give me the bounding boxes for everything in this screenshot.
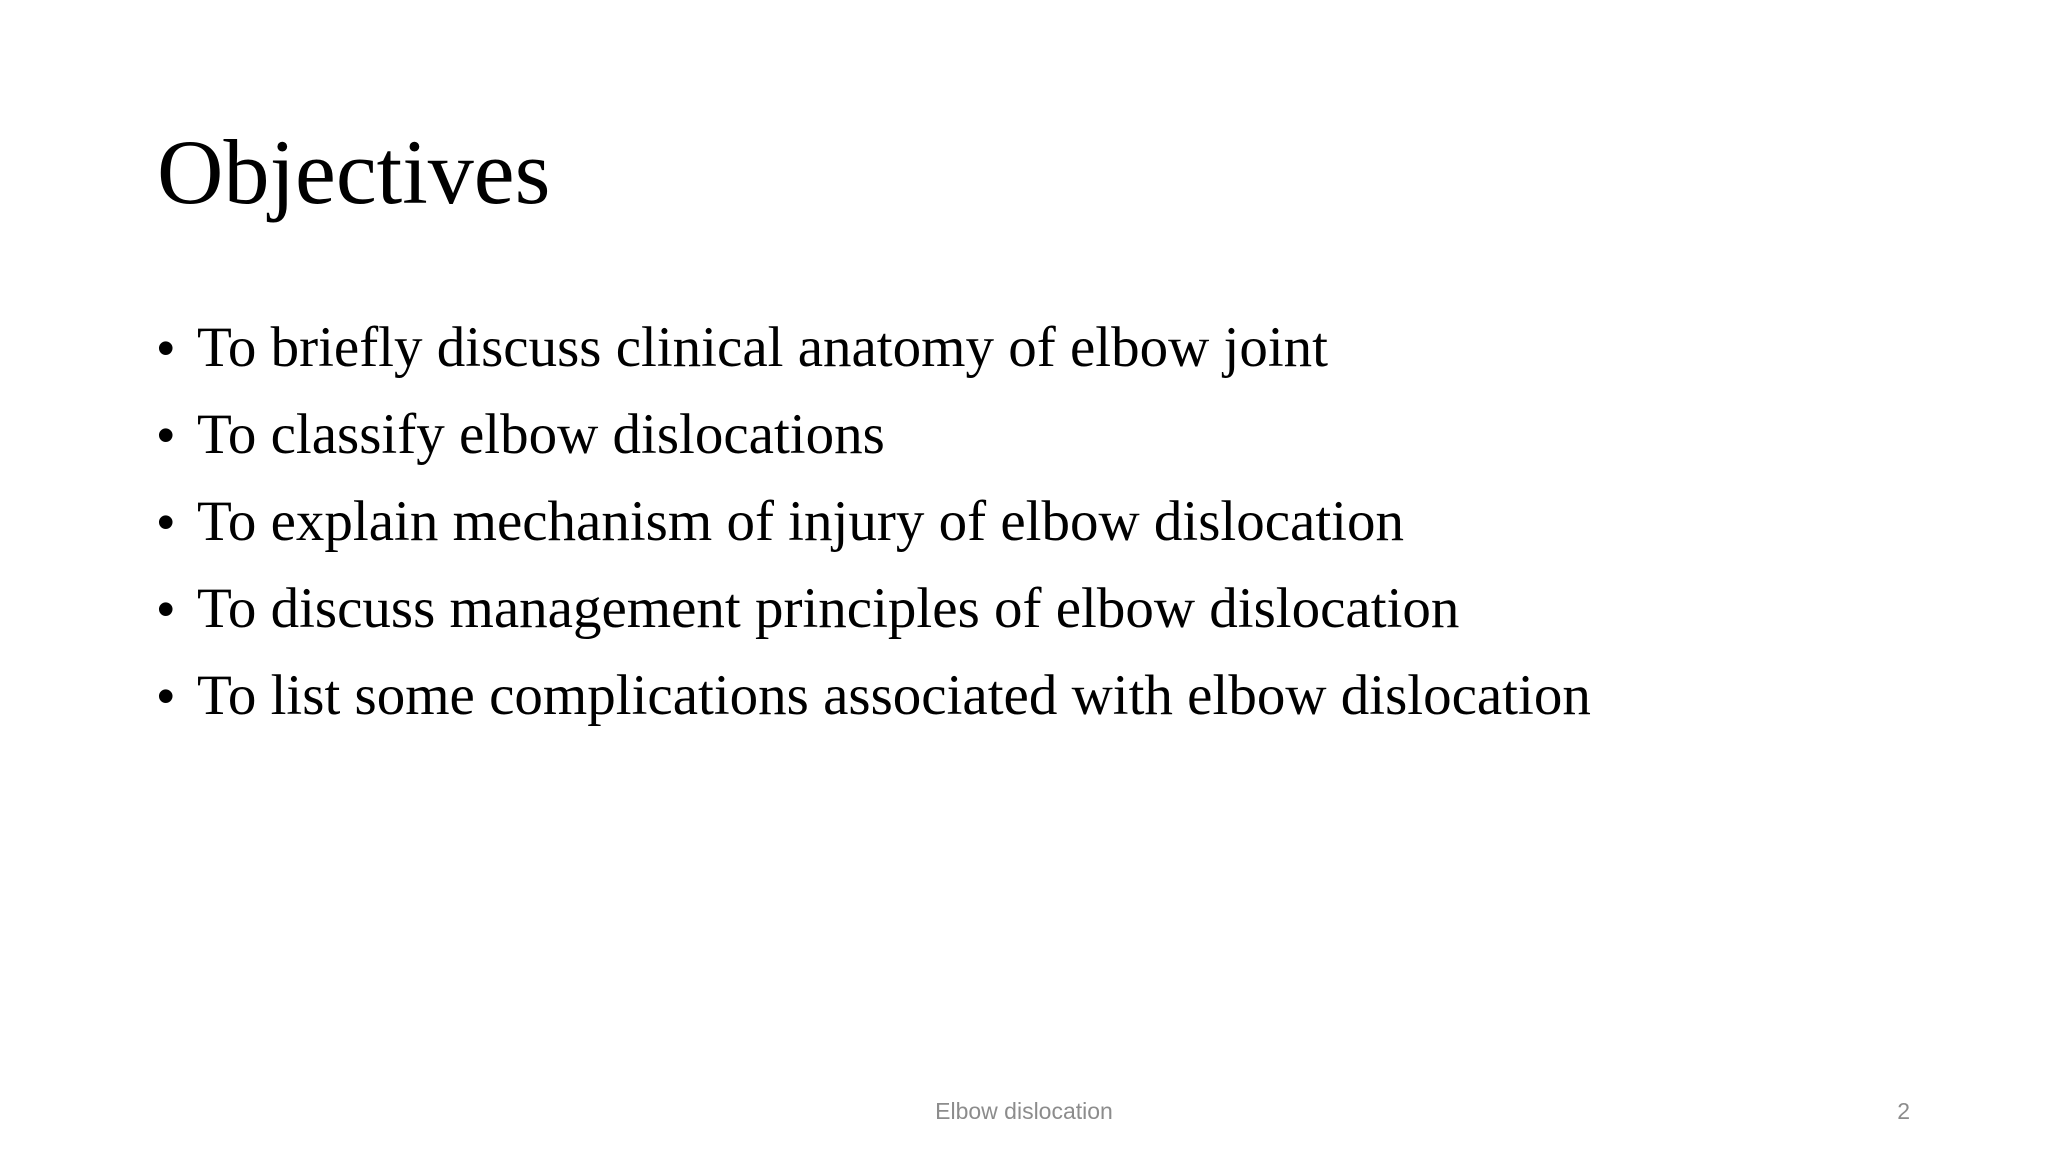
bullet-text: To list some complications associated with elbow dislocation xyxy=(197,664,1591,727)
list-item xyxy=(157,397,1591,484)
list-item xyxy=(157,484,1591,571)
bullet-icon: • xyxy=(157,581,175,637)
bullet-icon: • xyxy=(157,407,175,463)
list-item xyxy=(157,658,1591,745)
slide-title: Objectives xyxy=(157,121,551,223)
list-item xyxy=(157,310,1591,397)
bullet-icon: • xyxy=(157,320,175,376)
bullet-text: To explain mechanism of injury of elbow dislocation xyxy=(197,490,1404,553)
footer-title: Elbow dislocation xyxy=(935,1098,1113,1124)
bullet-text: To discuss management principles of elbow dislocation xyxy=(197,577,1460,640)
bullet-icon: • xyxy=(157,494,175,550)
page-number: 2 xyxy=(1897,1098,1910,1124)
objectives-list xyxy=(157,310,1591,745)
list-item xyxy=(157,571,1591,658)
bullet-text: To briefly discuss clinical anatomy of elbow joint xyxy=(197,316,1329,379)
bullet-icon: • xyxy=(157,668,175,724)
bullet-text: To classify elbow dislocations xyxy=(197,403,885,466)
